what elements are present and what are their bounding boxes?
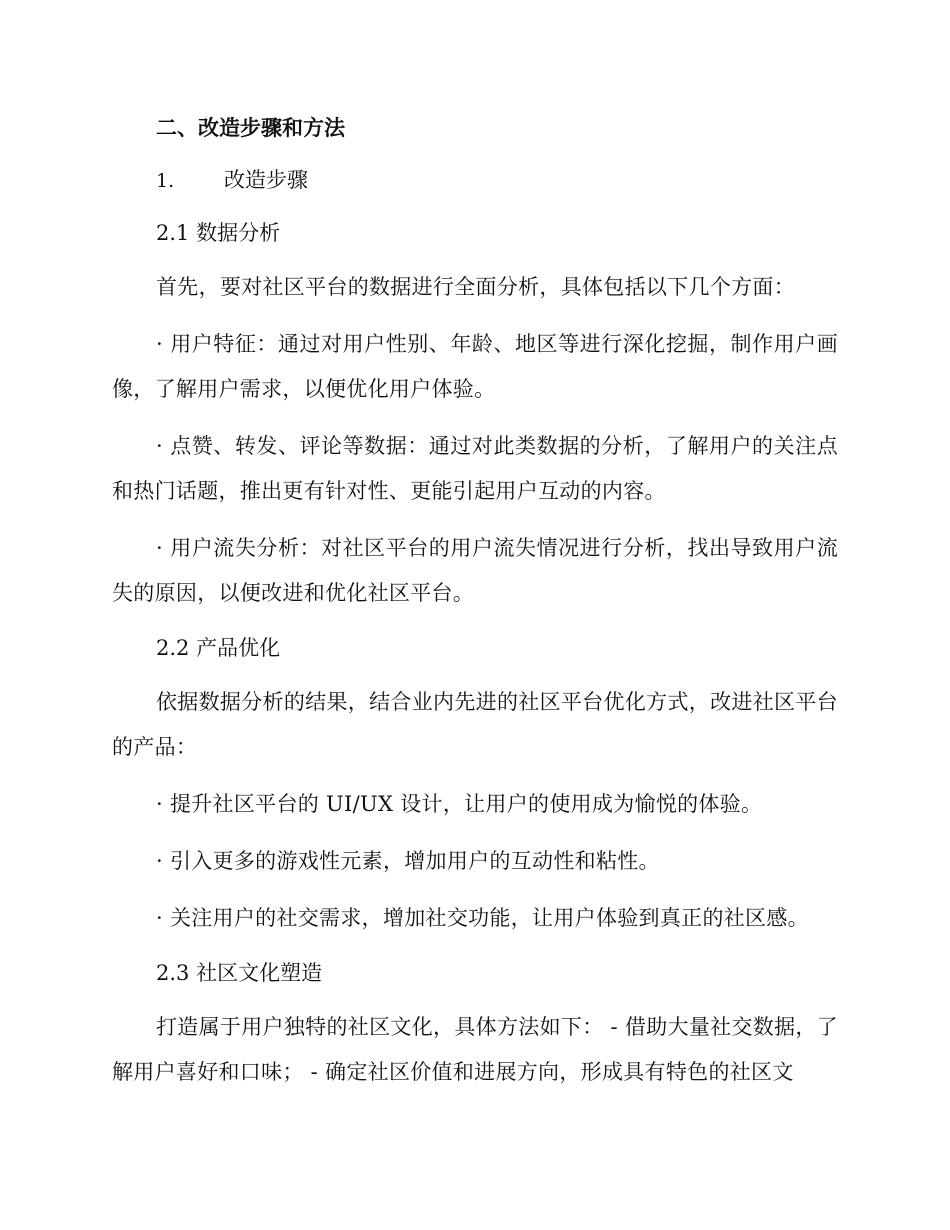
- step-title: 改造步骤: [224, 168, 308, 192]
- list-item: · 关注用户的社交需求，增加社交功能，让用户体验到真正的社区感。: [156, 906, 809, 930]
- subsection-title-data-analysis: 2.1 数据分析: [156, 221, 281, 245]
- subsection-title-product-optimization: 2.2 产品优化: [156, 636, 281, 660]
- list-item: · 提升社区平台的 UI/UX 设计，让用户的使用成为愉悦的体验。: [156, 792, 763, 816]
- subsection-title-culture: 2.3 社区文化塑造: [156, 961, 323, 985]
- list-item: · 点赞、转发、评论等数据：通过对此类数据的分析，了解用户的关注点和热门话题，推出更有针对性、更能引起用户互动的内容。: [112, 434, 838, 503]
- step-number: 1.: [156, 170, 175, 192]
- list-item: · 用户特征：通过对用户性别、年龄、地区等进行深化挖掘，制作用户画像，了解用户需求，以便优化用户体验。: [112, 332, 838, 401]
- culture-intro: 打造属于用户独特的社区文化，具体方法如下： - 借助大量社交数据，了解用户喜好和口味； - 确定社区价值和进展方向，形成具有特色的社区文: [112, 1015, 838, 1084]
- section-heading: 二、改造步骤和方法: [156, 115, 345, 140]
- list-item: · 引入更多的游戏性元素，增加用户的互动性和粘性。: [156, 849, 660, 873]
- step-heading: [156, 160, 838, 201]
- list-item: · 用户流失分析：对社区平台的用户流失情况进行分析，找出导致用户流失的原因，以便改进和优化社区平台。: [112, 536, 838, 605]
- data-analysis-intro: 首先，要对社区平台的数据进行全面分析，具体包括以下几个方面：: [156, 275, 795, 299]
- product-optimization-intro: 依据数据分析的结果，结合业内先进的社区平台优化方式，改进社区平台的产品：: [112, 690, 838, 759]
